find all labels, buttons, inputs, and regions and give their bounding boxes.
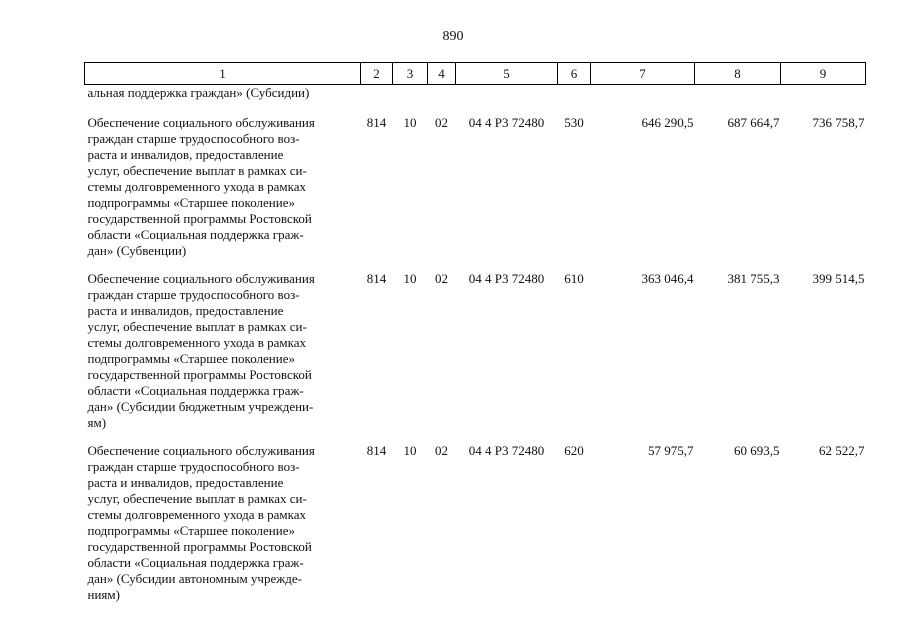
- table-row: [85, 106, 866, 262]
- amount-col9: 399 514,5: [812, 271, 865, 286]
- budget-table: [84, 62, 866, 606]
- column-header: 2: [361, 63, 393, 85]
- target-code: 04 4 P3 72480: [468, 115, 545, 130]
- subsection-code: 02: [435, 443, 448, 458]
- target-code: 04 4 P3 72480: [468, 271, 545, 286]
- section-code: 10: [403, 271, 417, 286]
- amount-col7: 646 290,5: [641, 115, 694, 130]
- table-row-continuation: [85, 85, 866, 107]
- column-header: 7: [591, 63, 695, 85]
- page-number: 890: [442, 29, 464, 44]
- column-header: 4: [428, 63, 456, 85]
- column-header: 5: [456, 63, 558, 85]
- amount-col7: 363 046,4: [641, 271, 694, 286]
- amount-col9: 736 758,7: [812, 115, 865, 130]
- ministry-code: 814: [366, 271, 387, 286]
- expense-type-code: 530: [564, 115, 584, 130]
- target-code: 04 4 P3 72480: [468, 443, 545, 458]
- row-description: Обеспечение социального обслуживания граждан старше трудоспособного воз- раста и инвалидов, предоставление услуг, обеспечение выплат в рамках си- стемы долговременного ухода в рамках подпрограммы «Старшее поколение» государственной программы Ростовской области «Социальная поддержка граж- дан» (Субсидии автономным учрежде- ниям): [87, 443, 315, 602]
- ministry-code: 814: [366, 115, 387, 130]
- amount-col8: 381 755,3: [727, 271, 780, 286]
- row-description: Обеспечение социального обслуживания граждан старше трудоспособного воз- раста и инвалидов, предоставление услуг, обеспечение выплат в рамках си- стемы долговременного ухода в рамках подпрограммы «Старшее поколение» государственной программы Ростовской области «Социальная поддержка граж- дан» (Субсидии бюджетным учреждени- ям): [87, 271, 315, 430]
- expense-type-code: 610: [564, 271, 584, 286]
- table-row: [85, 262, 866, 434]
- column-header: 3: [393, 63, 428, 85]
- section-code: 10: [403, 443, 417, 458]
- continuation-text: альная поддержка граждан» (Субсидии): [87, 85, 310, 100]
- subsection-code: 02: [435, 271, 448, 286]
- amount-col8: 687 664,7: [727, 115, 780, 130]
- amount-col9: 62 522,7: [819, 443, 865, 458]
- amount-col7: 57 975,7: [648, 443, 694, 458]
- row-description: Обеспечение социального обслуживания граждан старше трудоспособного воз- раста и инвалидов, предоставление услуг, обеспечение выплат в рамках си- стемы долговременного ухода в рамках подпрограммы «Старшее поколение» государственной программы Ростовской области «Социальная поддержка граж- дан» (Субвенции): [87, 115, 315, 258]
- section-code: 10: [403, 115, 417, 130]
- table-row: [85, 434, 866, 606]
- amount-col8: 60 693,5: [734, 443, 780, 458]
- ministry-code: 814: [366, 443, 387, 458]
- column-header: 1: [85, 63, 361, 85]
- column-header: 8: [695, 63, 781, 85]
- column-header: 9: [781, 63, 866, 85]
- column-header: 6: [558, 63, 591, 85]
- subsection-code: 02: [435, 115, 448, 130]
- table-header: [85, 63, 866, 85]
- expense-type-code: 620: [564, 443, 584, 458]
